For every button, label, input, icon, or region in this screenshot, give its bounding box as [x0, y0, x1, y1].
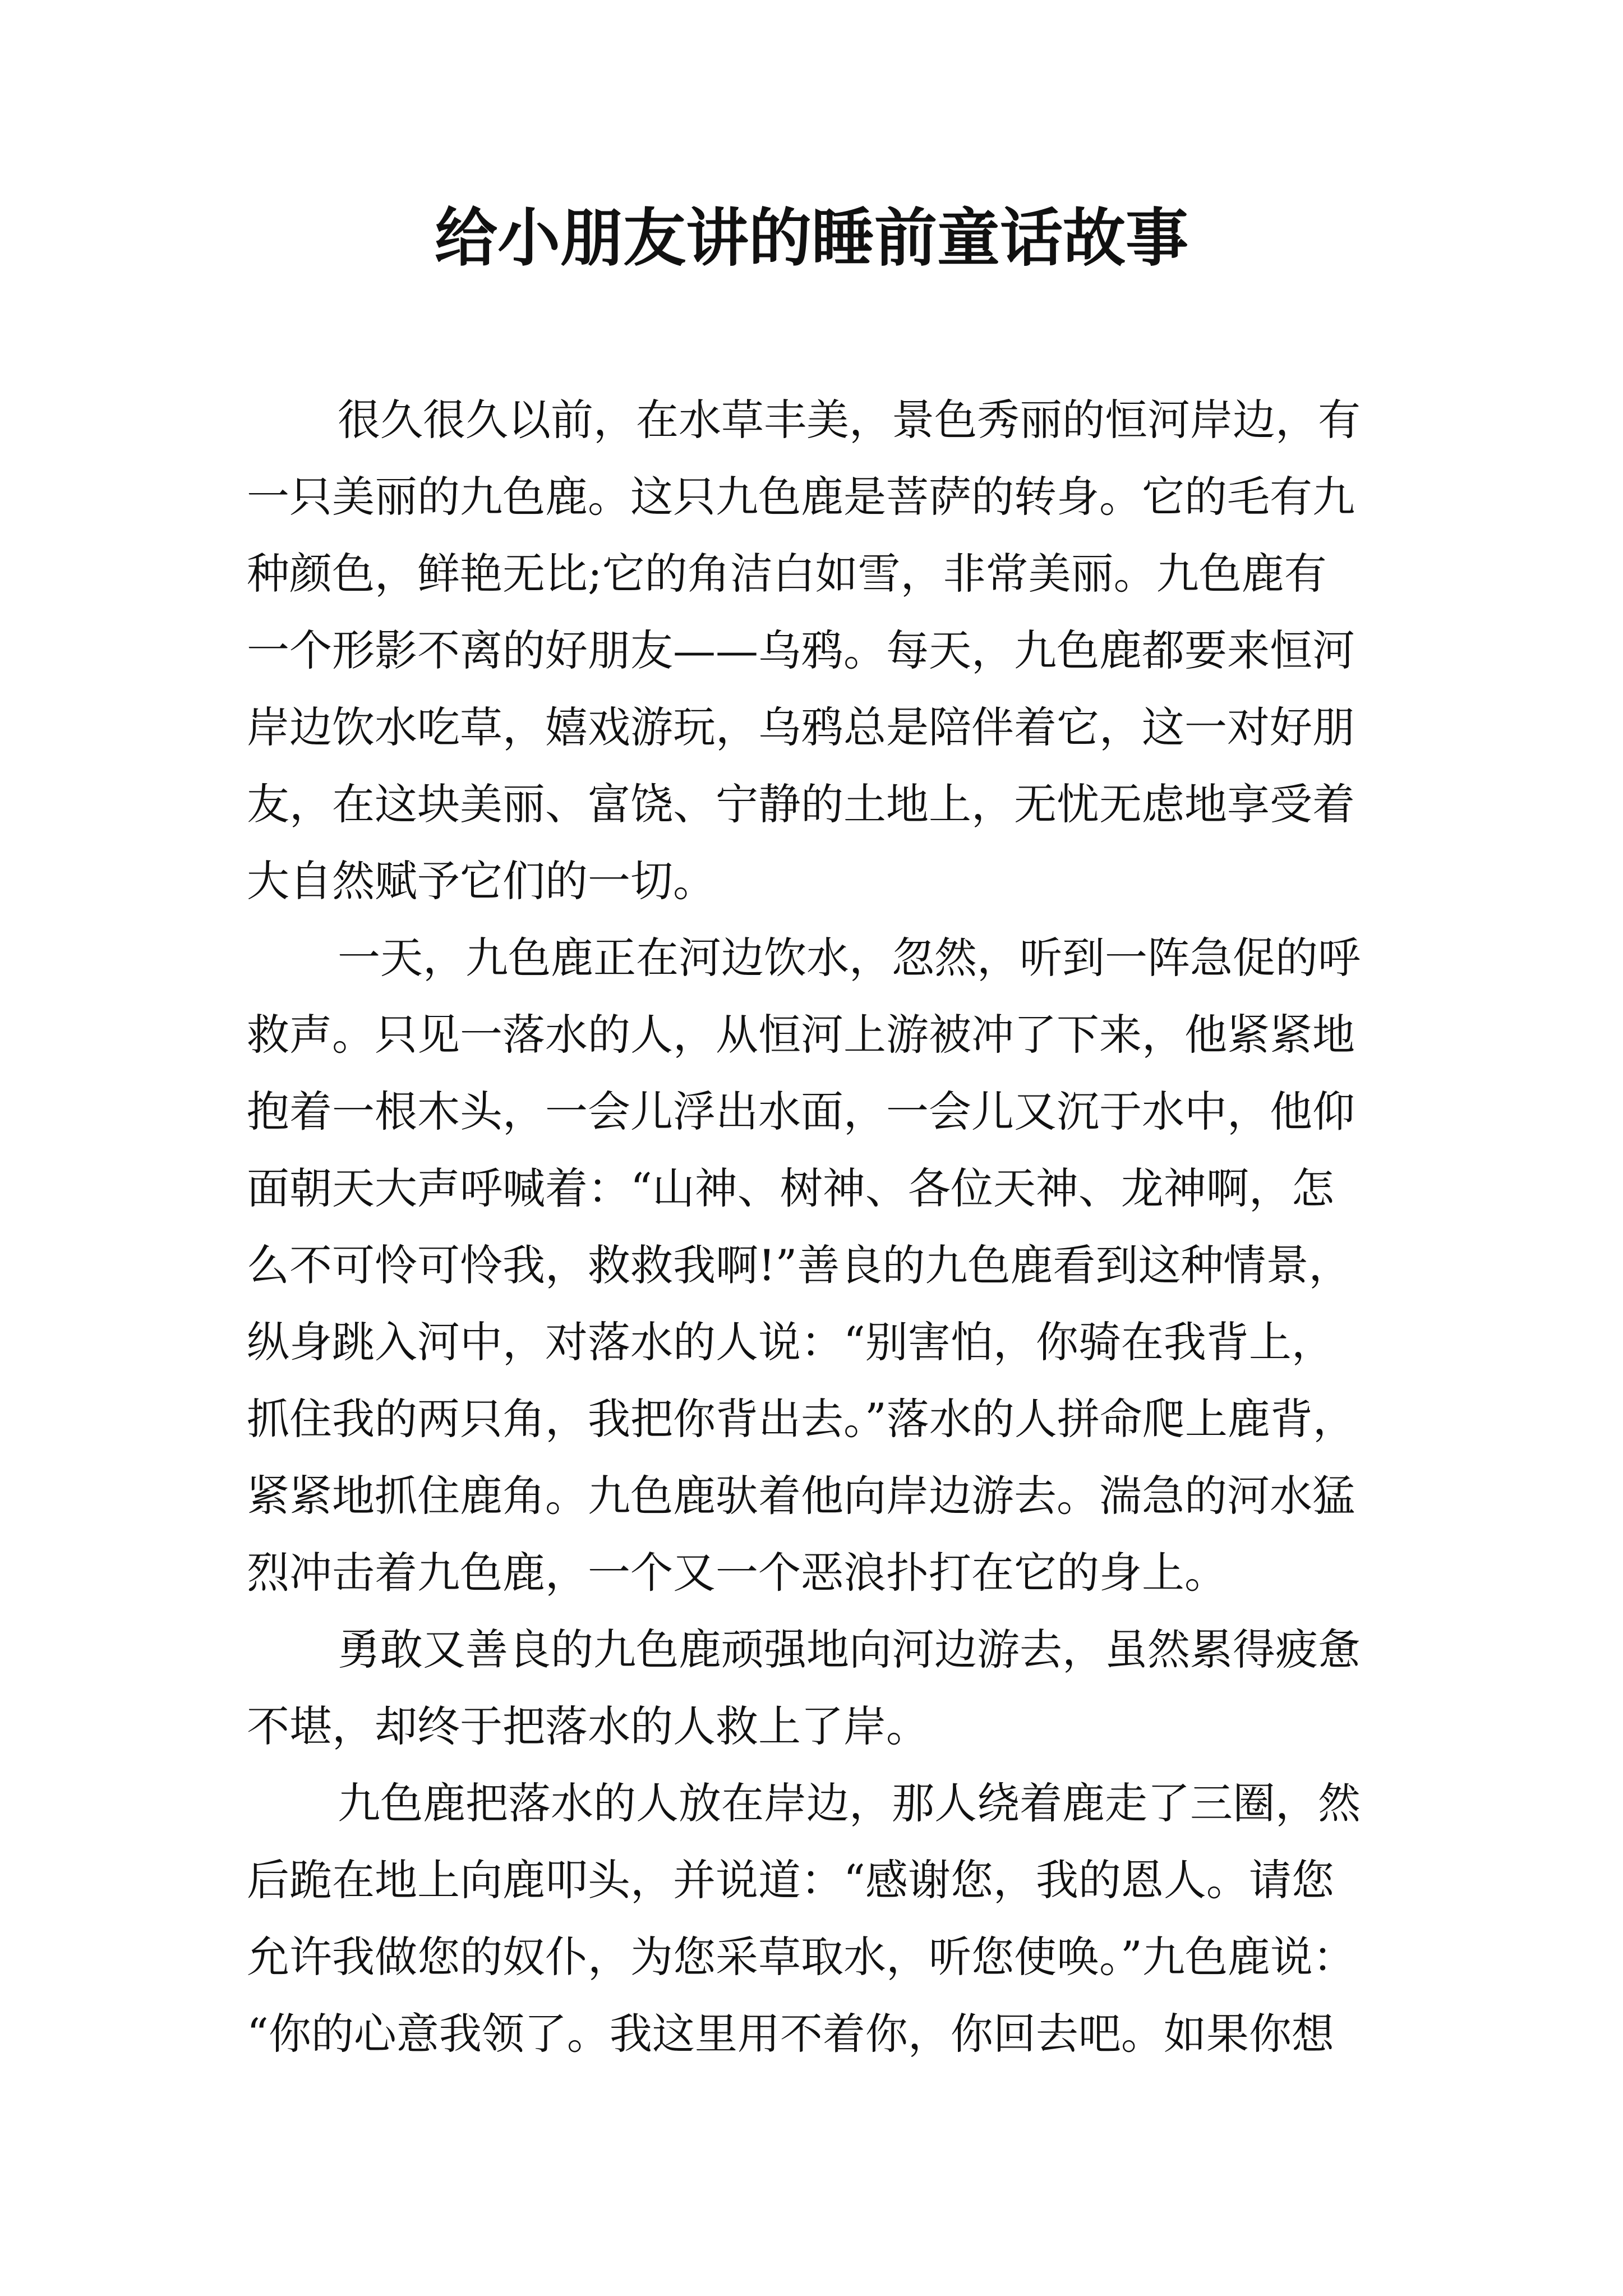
paragraph	[247, 1611, 1396, 1765]
text-line: 纵身跳入河中，对落水的人说：“别害怕，你骑在我背上，	[247, 1317, 1334, 1367]
text-line: 么不可怜可怜我，救救我啊!”善良的九色鹿看到这种情景，	[247, 1240, 1352, 1290]
text-line: 很久很久以前，在水草丰美，景色秀丽的恒河岸边，有	[338, 395, 1361, 445]
text-line: 烈冲击着九色鹿，一个又一个恶浪扑打在它的身上。	[247, 1548, 1227, 1598]
text-line: 一天，九色鹿正在河边饮水，忽然，听到一阵急促的呼	[338, 933, 1361, 983]
text-line: 抱着一根木头，一会儿浮出水面，一会儿又沉于水中，他仰	[247, 1087, 1355, 1137]
text-line: 一只美丽的九色鹿。这只九色鹿是菩萨的转身。它的毛有九	[247, 472, 1355, 522]
text-line: 抓住我的两只角，我把你背出去。”落水的人拼命爬上鹿背，	[247, 1394, 1355, 1444]
text-line: 一个形影不离的好朋友——乌鸦。每天，九色鹿都要来恒河	[247, 625, 1355, 675]
text-line: 允许我做您的奴仆，为您采草取水，听您使唤。”九色鹿说：	[247, 1932, 1355, 1982]
paragraph	[247, 919, 1396, 1611]
text-line: 岸边饮水吃草，嬉戏游玩，乌鸦总是陪伴着它，这一对好朋	[247, 702, 1355, 752]
text-line: 面朝天大声呼喊着：“山神、树神、各位天神、龙神啊，怎	[247, 1163, 1334, 1213]
text-line: 大自然赋予它们的一切。	[247, 856, 716, 906]
text-line: 勇敢又善良的九色鹿顽强地向河边游去，虽然累得疲惫	[338, 1625, 1361, 1674]
paragraph	[247, 1765, 1396, 2072]
story-body	[247, 381, 1396, 2072]
text-line: 救声。只见一落水的人，从恒河上游被冲了下来，他紧紧地	[247, 1010, 1355, 1060]
text-line: 不堪，却终于把落水的人救上了岸。	[247, 1701, 929, 1751]
paragraph	[247, 381, 1396, 919]
text-line: “你的心意我领了。我这里用不着你，你回去吧。如果你想	[247, 2009, 1334, 2059]
text-line: 九色鹿把落水的人放在岸边，那人绕着鹿走了三圈，然	[338, 1778, 1361, 1828]
page-title: 给小朋友讲的睡前童话故事	[435, 201, 1188, 275]
text-line: 友，在这块美丽、富饶、宁静的土地上，无忧无虑地享受着	[247, 779, 1355, 829]
text-line: 紧紧地抓住鹿角。九色鹿驮着他向岸边游去。湍急的河水猛	[247, 1471, 1355, 1521]
text-line: 种颜色，鲜艳无比;它的角洁白如雪，非常美丽。九色鹿有	[247, 549, 1327, 599]
text-line: 后跪在地上向鹿叩头，并说道：“感谢您，我的恩人。请您	[247, 1855, 1334, 1905]
